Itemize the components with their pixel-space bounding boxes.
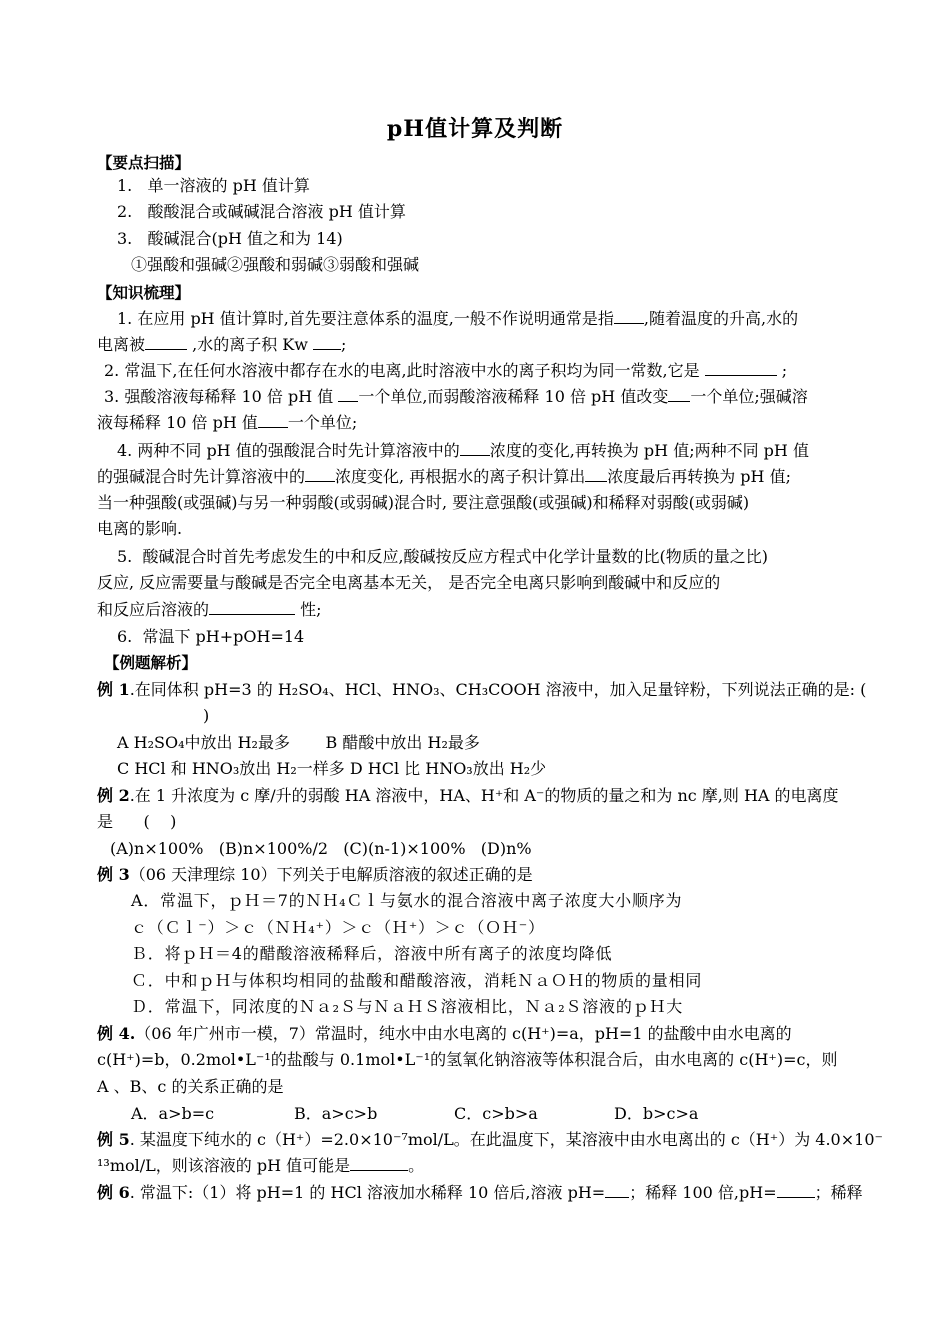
- knowledge-3-line1: 3. 强酸溶液每稀释 10 倍 pH 值 一个单位,而弱酸溶液稀释 10 倍 pH 值改变 一个单位;强碱溶: [104, 387, 808, 406]
- example-4-option-b: B．a>c>b: [294, 1104, 378, 1123]
- example-3-option-a: A．常温下，ｐＨ＝7的ＮＨ₄Ｃｌ与氨水的混合溶液中离子浓度大小顺序为: [131, 891, 683, 910]
- example-3-option-a-cont: ｃ（Ｃｌ⁻）＞ｃ（ＮＨ₄⁺）＞ｃ（Ｈ⁺）＞ｃ（ＯＨ⁻）: [131, 918, 545, 937]
- example-1-options-ab: A H₂SO₄中放出 H₂最多 B 醋酸中放出 H₂最多: [117, 733, 480, 752]
- example-4-question-cont2: A 、B、c 的关系正确的是: [97, 1077, 284, 1096]
- example-6-question: 例 6. 常温下:（1）将 pH=1 的 HCl 溶液加水稀释 10 倍后,溶液 pH= ；稀释 100 倍,pH= ；稀释: [97, 1183, 863, 1202]
- example-2-question: 例 2.在 1 升浓度为 c 摩/升的弱酸 HA 溶液中，HA、H⁺和 A⁻的物质的量之和为 nc 摩,则 HA 的电离度: [97, 786, 839, 805]
- example-1-question: 例 1.在同体积 pH=3 的 H₂SO₄、HCl、HNO₃、CH₃COOH 溶液中，加入足量锌粉，下列说法正确的是: (: [97, 680, 867, 699]
- knowledge-3-line2: 液每稀释 10 倍 pH 值 一个单位;: [97, 413, 358, 432]
- example-3-option-b: Ｂ．将ｐＨ＝4的醋酸溶液稀释后，溶液中所有离子的浓度均降低: [131, 944, 613, 963]
- key-point-1: 1. 单一溶液的 pH 值计算: [117, 176, 310, 195]
- knowledge-4-line4: 电离的影响.: [97, 519, 183, 538]
- knowledge-5-line1: 5. 酸碱混合时首先考虑发生的中和反应,酸碱按反应方程式中化学计量数的比(物质的量之比): [117, 547, 769, 566]
- knowledge-4-line1: 4. 两种不同 pH 值的强酸混合时先计算溶液中的 浓度的变化,再转换为 pH 值;两种不同 pH 值: [117, 441, 809, 460]
- example-2-options: (A)n×100% (B)n×100%/2 (C)(n-1)×100% (D)n%: [110, 839, 532, 858]
- example-4-question: 例 4.（06 年广州市一模，7）常温时，纯水中由水电离的 c(H⁺)=a，pH=1 的盐酸中由水电离的: [97, 1024, 792, 1043]
- key-point-3-sub: ①强酸和强碱②强酸和弱碱③弱酸和强碱: [131, 255, 420, 274]
- knowledge-5-line2: 反应, 反应需要量与酸碱是否完全电离基本无关， 是否完全电离只影响到酸碱中和反应的: [97, 573, 721, 592]
- example-3-question: 例 3（06 天津理综 10）下列关于电解质溶液的叙述正确的是: [97, 865, 533, 884]
- key-point-2: 2. 酸酸混合或碱碱混合溶液 pH 值计算: [117, 202, 406, 221]
- section-heading-key-points: 【要点扫描】: [97, 154, 191, 172]
- example-4-option-a: A．a>b=c: [131, 1104, 215, 1123]
- example-2-question-cont: 是 ( ): [97, 812, 177, 831]
- section-heading-knowledge: 【知识梳理】: [97, 284, 191, 302]
- example-5-question-cont: ¹³mol/L，则该溶液的 pH 值可能是 。: [97, 1156, 425, 1175]
- knowledge-1-line1: 1. 在应用 pH 值计算时,首先要注意体系的温度,一般不作说明通常是指 ,随着温度的升高,水的: [117, 309, 799, 328]
- example-1-paren: ): [203, 706, 210, 725]
- example-4-option-d: D．b>c>a: [614, 1104, 699, 1123]
- example-3-option-d: Ｄ．常温下，同浓度的Ｎａ₂Ｓ与ＮａＨＳ溶液相比，Ｎａ₂Ｓ溶液的ｐＨ大: [131, 997, 684, 1016]
- section-heading-examples: 【例题解析】: [104, 654, 198, 672]
- example-1-options-cd: C HCl 和 HNO₃放出 H₂一样多 D HCl 比 HNO₃放出 H₂少: [117, 759, 547, 778]
- example-4-question-cont: c(H⁺)=b，0.2mol•L⁻¹的盐酸与 0.1mol•L⁻¹的氢氧化钠溶液等体积混合后，由水电离的 c(H⁺)=c，则: [97, 1050, 838, 1069]
- page-title: pH值计算及判断: [386, 116, 564, 142]
- example-3-option-c: Ｃ．中和ｐＨ与体积均相同的盐酸和醋酸溶液，消耗ＮａＯＨ的物质的量相同: [131, 971, 703, 990]
- knowledge-2: 2. 常温下,在任何水溶液中都存在水的电离,此时溶液中水的离子积均为同一常数,它是 ;: [104, 361, 788, 380]
- knowledge-1-line2: 电离被 ,水的离子积 Kw ;: [97, 335, 347, 354]
- example-5-question: 例 5. 某温度下纯水的 c（H⁺）=2.0×10⁻⁷mol/L。在此温度下，某溶液中由水电离出的 c（H⁺）为 4.0×10⁻: [97, 1130, 883, 1149]
- example-4-option-c: C．c>b>a: [454, 1104, 538, 1123]
- knowledge-4-line3: 当一种强酸(或强碱)与另一种弱酸(或弱碱)混合时, 要注意强酸(或强碱)和稀释对弱酸(或弱碱): [97, 493, 750, 512]
- knowledge-4-line2: 的强碱混合时先计算溶液中的 浓度变化, 再根据水的离子积计算出 浓度最后再转换为 pH 值;: [97, 467, 791, 486]
- knowledge-6: 6. 常温下 pH+pOH=14: [117, 627, 305, 646]
- knowledge-5-line3: 和反应后溶液的 性;: [97, 600, 322, 619]
- key-point-3: 3. 酸碱混合(pH 值之和为 14): [117, 229, 343, 248]
